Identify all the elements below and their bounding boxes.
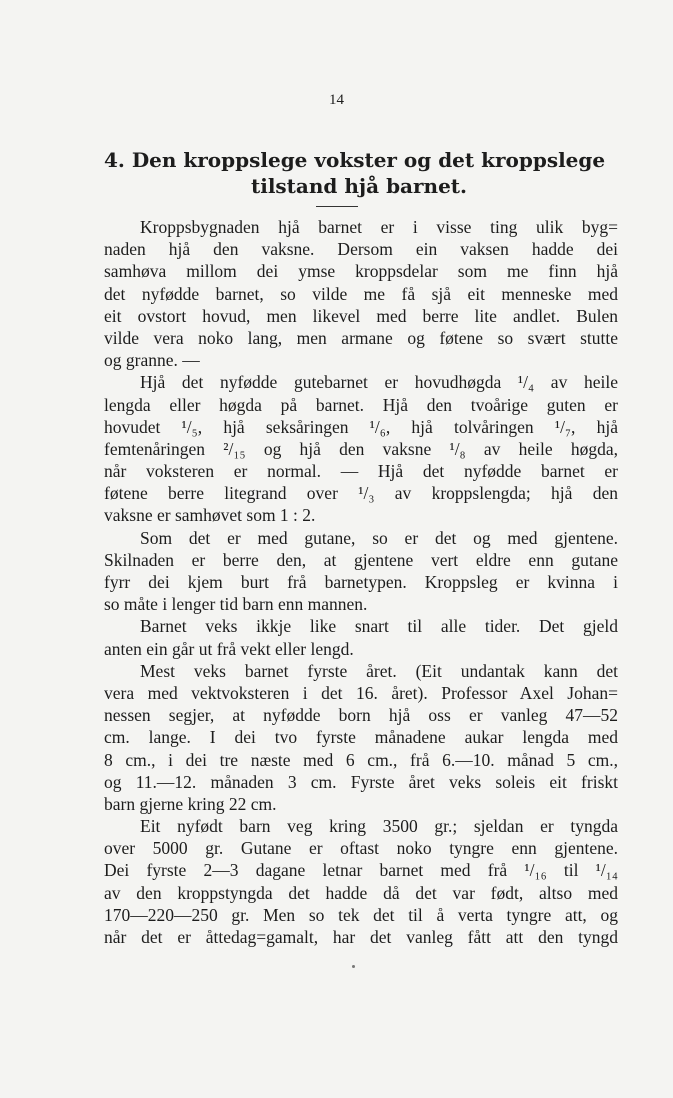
- text-line: 8 cm., i dei tre næste med 6 cm., frå 6.—10. månad 5 cm.,: [104, 749, 618, 770]
- text-line: hovudet ¹/₅, hjå seksåringen ¹/₆, hjå tolvåringen ¹/₇, hjå: [104, 416, 618, 437]
- text-line: cm. lange. I dei tvo fyrste månadene aukar lengda med: [104, 727, 618, 748]
- text-line: Hjå det nyfødde gutebarnet er hovudhøgda ¹/₄ av heile: [140, 372, 618, 393]
- text-line: Mest veks barnet fyrste året. (Eit undantak kann det: [140, 660, 618, 681]
- text-line: når voksteren er normal. — Hjå det nyfødde barnet er: [104, 461, 618, 482]
- text-line: 170—220—250 gr. Men so tek det til å verta tyngre att, og: [104, 904, 618, 925]
- text-line: Barnet veks ikkje like snart til alle tider. Det gjeld: [140, 616, 618, 637]
- text-line: Dei fyrste 2—3 dagane letnar barnet med frå ¹/₁₆ til ¹/₁₄: [104, 860, 618, 881]
- text-line: føtene berre litegrand over ¹/₃ av kroppslengda; hjå den: [104, 483, 618, 504]
- text-line: Som det er med gutane, so er det og med gjentene.: [140, 527, 618, 548]
- text-line: femtenåringen ²/₁₅ og hjå den vaksne ¹/₈ av heile høgda,: [104, 438, 618, 459]
- text-line: og granne. —: [104, 350, 200, 371]
- text-line: Kroppsbygnaden hjå barnet er i visse ting ulik byg=: [140, 217, 618, 237]
- text-line: barn gjerne kring 22 cm.: [104, 793, 277, 814]
- text-line: nessen segjer, at nyfødde born hjå oss er vanleg 47—52: [104, 705, 618, 726]
- text-line: anten ein går ut frå vekt eller lengd.: [104, 638, 354, 659]
- section-heading-line-2: tilstand hjå barnet.: [250, 174, 468, 198]
- text-line: lengda eller høgda på barnet. Hjå den tvoårige guten er: [104, 394, 618, 415]
- text-line: naden hjå den vaksne. Dersom ein vaksen hadde dei: [104, 239, 618, 260]
- text-line: når det er åttedag=gamalt, har det vanleg fått att den tyngd: [104, 927, 618, 947]
- heading-divider: [316, 206, 358, 207]
- body-text: [104, 216, 618, 948]
- text-line: Skilnaden er berre den, at gjentene vert eldre enn gutane: [104, 549, 618, 570]
- text-line: samhøva millom dei ymse kroppsdelar som me finn hjå: [104, 261, 618, 282]
- section-heading-line-1: 4. Den kroppslege vokster og det kroppslege: [104, 148, 606, 172]
- print-speck: [352, 965, 355, 968]
- text-line: vaksne er samhøvet som 1 : 2.: [104, 505, 316, 526]
- text-line: av den kroppstyngda det hadde då det var født, altso med: [104, 882, 618, 903]
- text-line: Eit nyfødt barn veg kring 3500 gr.; sjeldan er tyngda: [140, 816, 618, 837]
- text-line: og 11.—12. månaden 3 cm. Fyrste året veks soleis eit friskt: [104, 771, 618, 792]
- text-line: so måte i lenger tid barn enn mannen.: [104, 594, 368, 615]
- text-line: det nyfødde barnet, so vilde me få sjå eit menneske med: [104, 283, 618, 304]
- page-number: 14: [329, 92, 344, 108]
- section-heading: [104, 147, 624, 199]
- text-line: vilde vera noko lang, men armane og føtene so svært stutte: [104, 327, 618, 348]
- text-line: vera med vektvoksteren i det 16. året). Professor Axel Johan=: [104, 682, 618, 703]
- text-line: over 5000 gr. Gutane er oftast noko tyngre enn gjentene.: [104, 838, 618, 859]
- text-line: eit ovstort hovud, men likevel med berre lite andlet. Bulen: [104, 305, 618, 326]
- text-line: fyrr dei kjem burt frå barnetypen. Kroppsleg er kvinna i: [104, 572, 618, 592]
